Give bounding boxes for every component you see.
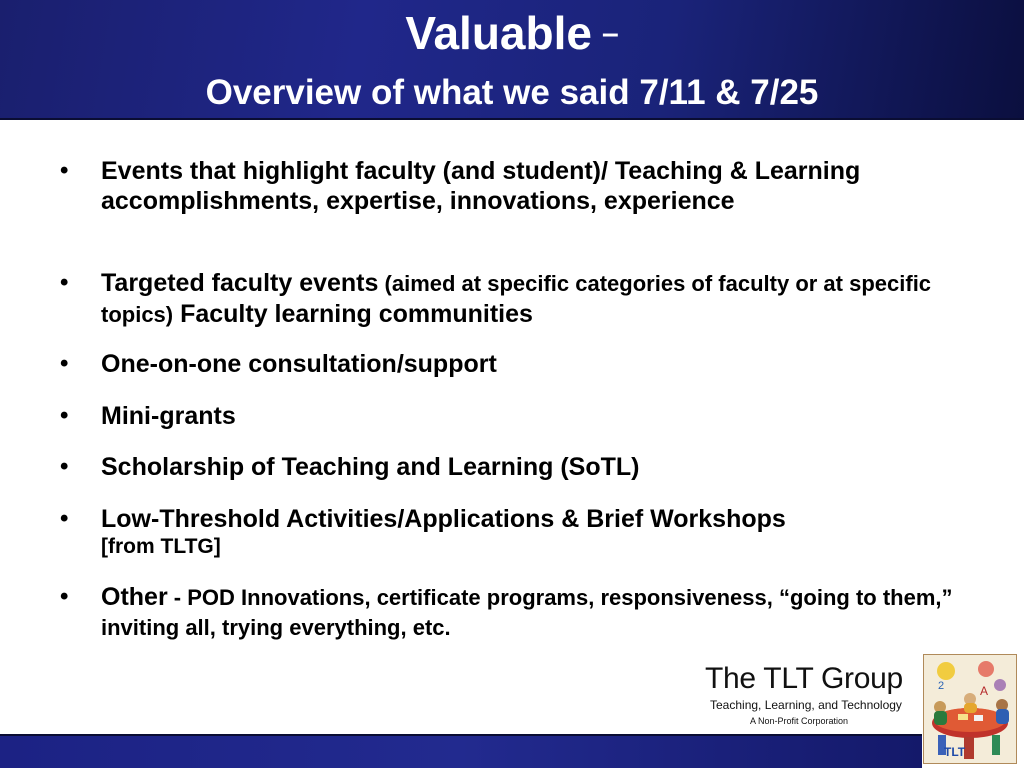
bullet-segment: One-on-one consultation/support — [101, 350, 497, 378]
bullet-segment-detail: - POD Innovations, certificate programs, responsiveness, “going to them,” — [167, 585, 953, 610]
footer-band — [0, 734, 922, 768]
slide-subtitle: Overview of what we said 7/11 & 7/25 — [205, 73, 819, 112]
bullet-text — [101, 349, 991, 379]
bullet-text — [101, 452, 991, 482]
bullet-segment: Scholarship of Teaching and Learning (SoTL) — [101, 453, 640, 481]
bullet-marker: • — [60, 157, 69, 184]
bullet-segment: Mini-grants — [101, 402, 236, 430]
bullet-marker: • — [60, 269, 69, 296]
bullet-marker: • — [60, 453, 69, 480]
bullet-segment: Low-Threshold Activities/Applications & Brief Workshops — [101, 505, 786, 533]
logo-name: The TLT Group — [705, 662, 903, 695]
bullet-marker: • — [60, 583, 69, 610]
bullet-marker: • — [60, 350, 69, 377]
bullet-marker: • — [60, 505, 69, 532]
bullet-segment-tail: inviting all, trying everything, etc. — [101, 615, 451, 640]
bullet-segment-aside: (aimed at specific categories of faculty or at specific topics) — [101, 271, 932, 327]
svg-text:TLT: TLT — [944, 745, 966, 759]
bullet-segment-main: Targeted faculty events — [101, 269, 379, 297]
bullet-text — [101, 401, 991, 431]
bullet-text — [101, 582, 991, 643]
bullet-segment: Events that highlight faculty (and student)/ Teaching & Learning accomplishments, expertise, innovations, experience — [101, 157, 861, 215]
bullet-segment-main: Other — [101, 583, 168, 611]
logo-tagline: Teaching, Learning, and Technology — [710, 698, 902, 712]
svg-text:2: 2 — [938, 680, 945, 692]
logo-subtagline: A Non-Profit Corporation — [750, 716, 849, 726]
title-dash: – — [601, 17, 619, 50]
bullet-segment-note: [from TLTG] — [101, 535, 221, 558]
bullet-text — [101, 268, 991, 330]
logo-illustration-svg — [924, 655, 1016, 763]
svg-text:A: A — [980, 684, 989, 698]
bullet-text — [101, 504, 991, 560]
bullet-marker: • — [60, 402, 69, 429]
bullet-segment-tail: Faculty learning communities — [173, 300, 533, 328]
tlt-group-logo — [700, 660, 920, 732]
slide-title-text: Valuable — [405, 7, 592, 59]
tlt-group-logo-illustration-icon — [923, 654, 1017, 764]
bullet-text — [101, 156, 991, 216]
